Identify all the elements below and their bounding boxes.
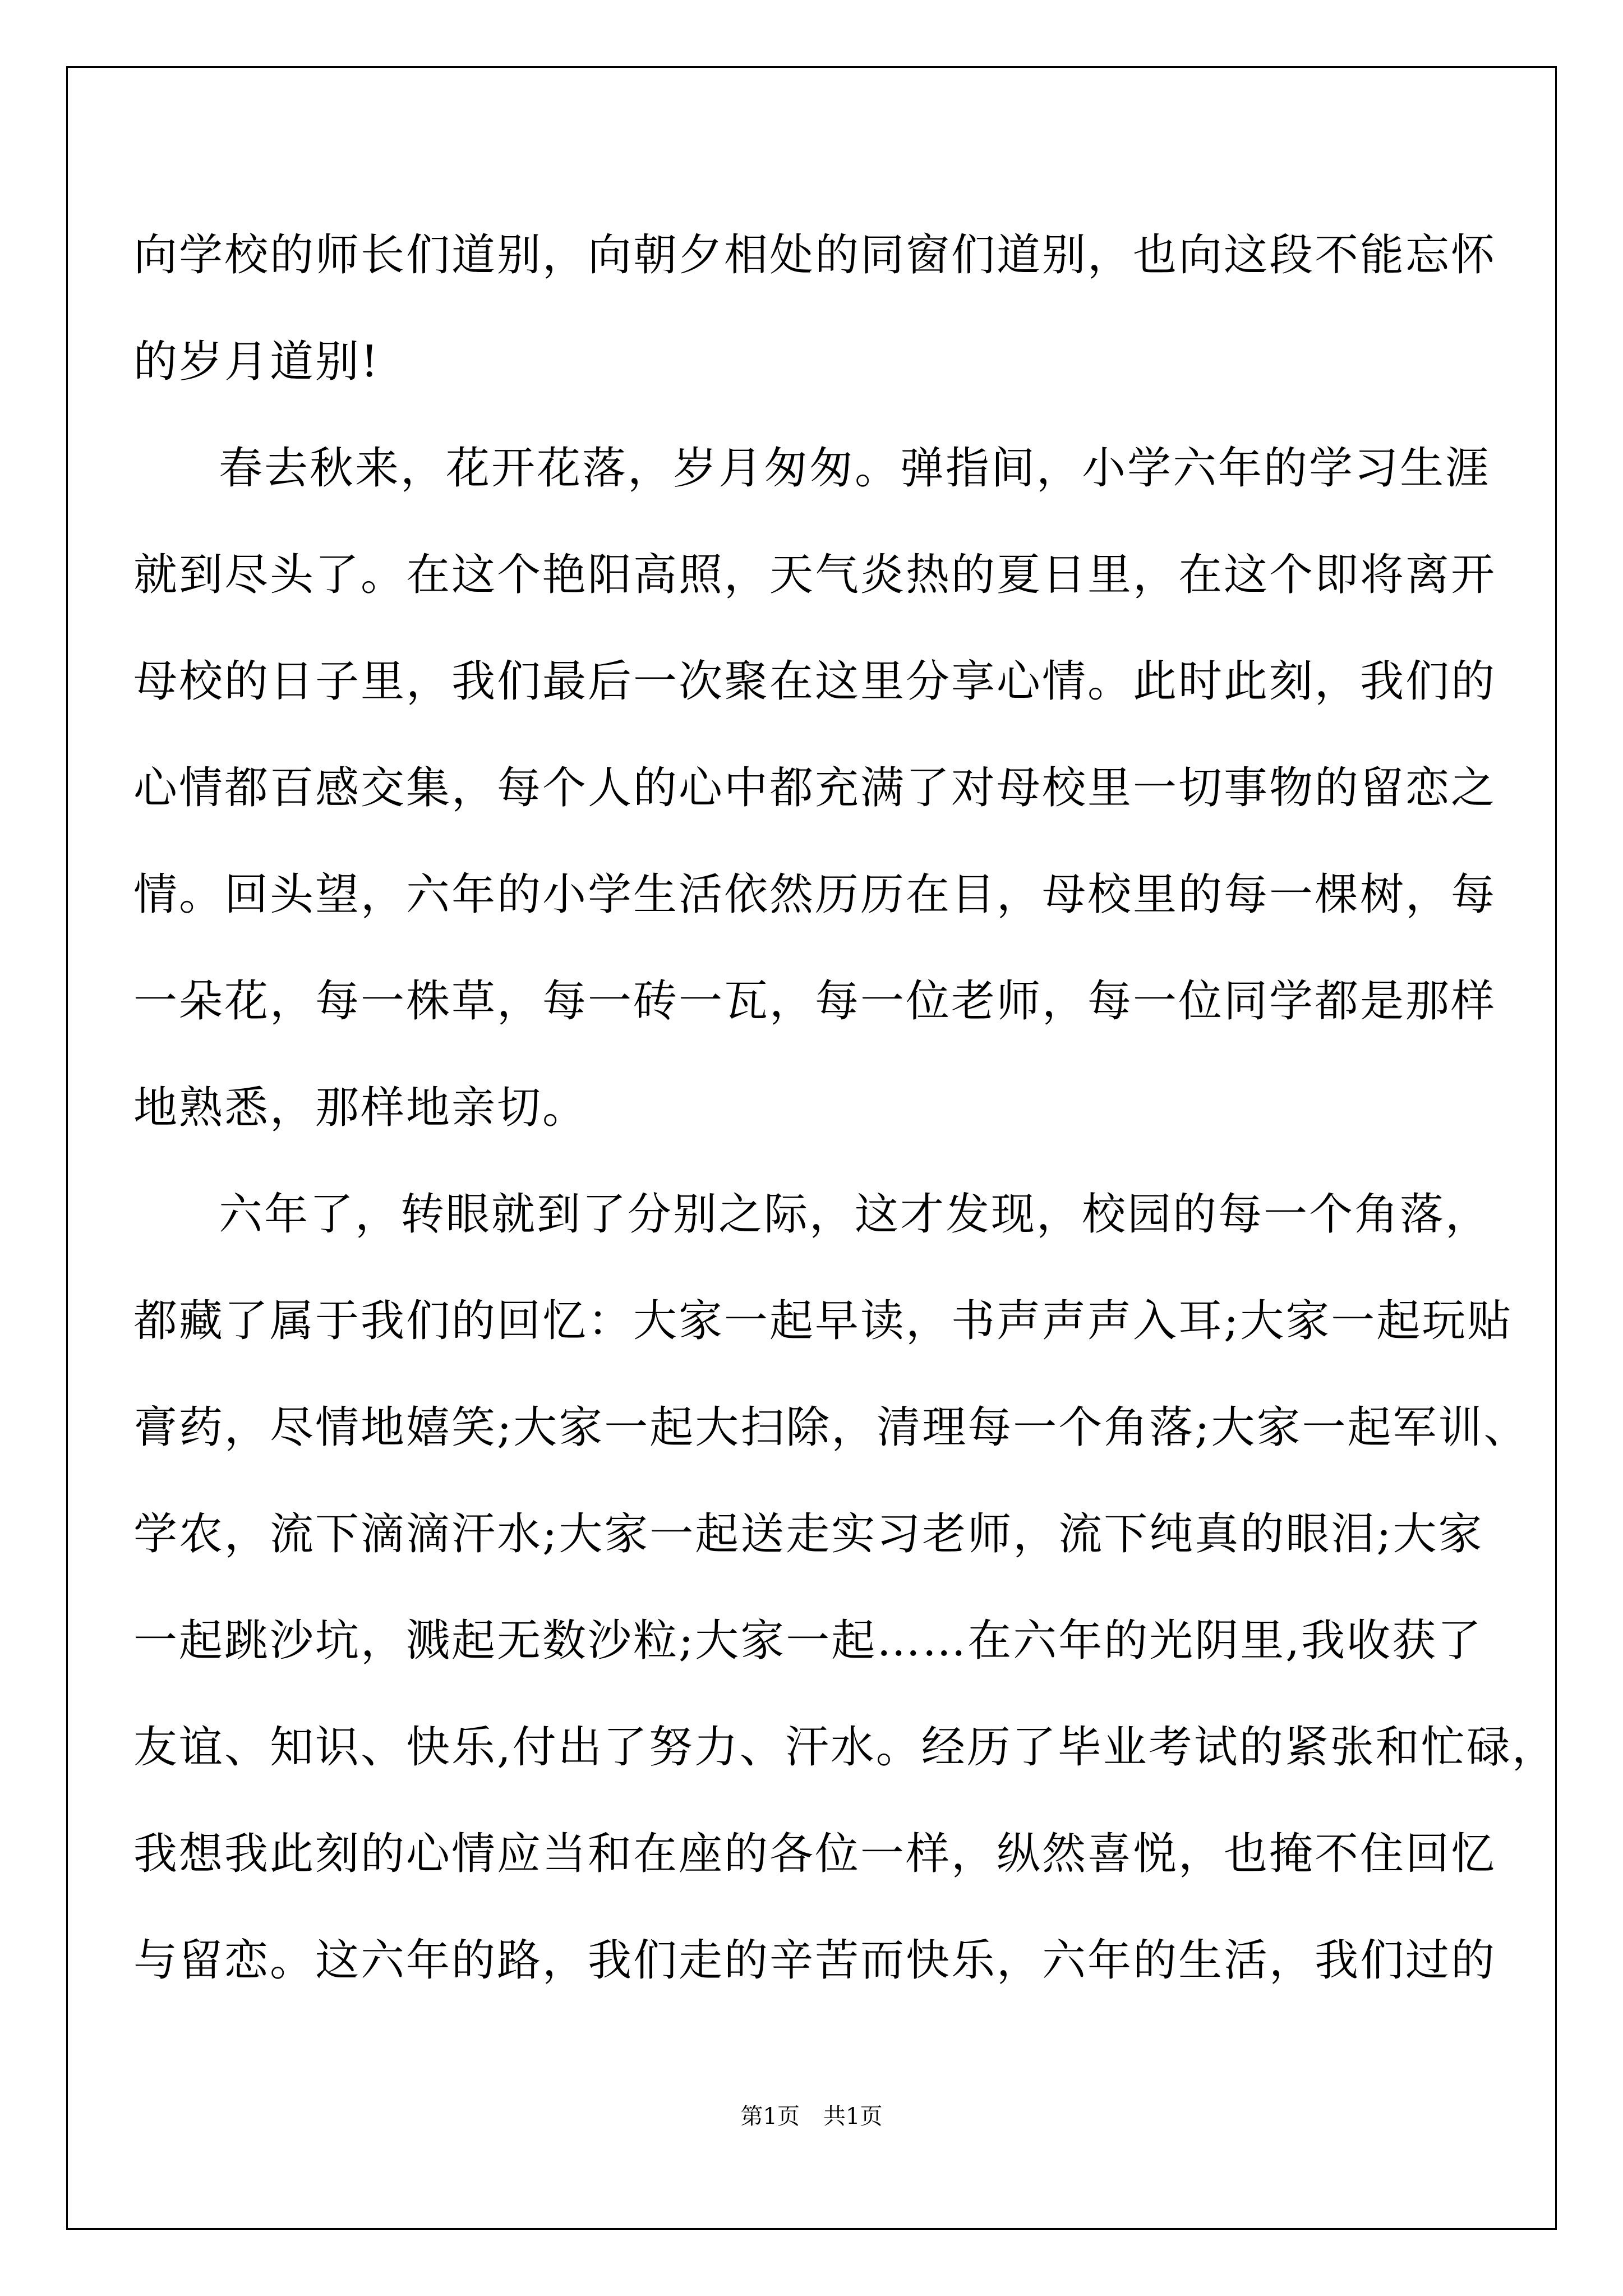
text-line: 友谊、知识、快乐,付出了努力、汗水。经历了毕业考试的紧张和忙碌， xyxy=(133,1722,1557,1773)
text-line: 母校的日子里，我们最后一次聚在这里分享心情。此时此刻，我们的 xyxy=(133,656,1497,707)
paragraph-first-line: 春去秋来，花开花落，岁月匆匆。弹指间，小学六年的学习生涯 xyxy=(219,443,1491,494)
text-line: 心情都百感交集，每个人的心中都充满了对母校里一切事物的留恋之 xyxy=(133,763,1497,813)
text-line: 与留恋。这六年的路，我们走的辛苦而快乐，六年的生活，我们过的 xyxy=(133,1935,1497,1986)
text-line: 向学校的师长们道别，向朝夕相处的同窗们道别，也向这段不能忘怀 xyxy=(133,230,1497,280)
page-total: 共1页 xyxy=(823,2104,883,2129)
paragraph-first-line: 六年了，转眼就到了分别之际，这才发现，校园的每一个角落， xyxy=(219,1189,1491,1240)
text-line: 学农，流下滴滴汗水;大家一起送走实习老师，流下纯真的眼泪;大家 xyxy=(133,1509,1484,1559)
page-footer xyxy=(0,2102,1623,2131)
text-line: 一朵花，每一株草，每一砖一瓦，每一位老师，每一位同学都是那样 xyxy=(133,976,1497,1027)
text-line: 就到尽头了。在这个艳阳高照，天气炎热的夏日里，在这个即将离开 xyxy=(133,550,1497,600)
text-line: 情。回头望，六年的小学生活依然历历在目，母校里的每一棵树，每 xyxy=(133,869,1497,920)
text-line: 我想我此刻的心情应当和在座的各位一样，纵然喜悦，也掩不住回忆 xyxy=(133,1829,1497,1879)
page-border xyxy=(66,66,1557,2230)
text-line: 膏药，尽情地嬉笑;大家一起大扫除，清理每一个角落;大家一起军训、 xyxy=(133,1402,1529,1453)
text-line: 的岁月道别! xyxy=(133,337,380,387)
page-number: 第1页 xyxy=(740,2104,800,2129)
text-line: 地熟悉，那样地亲切。 xyxy=(133,1083,588,1133)
text-line: 一起跳沙坑，溅起无数沙粒;大家一起……在六年的光阴里,我收获了 xyxy=(133,1616,1483,1666)
text-line: 都藏了属于我们的回忆：大家一起早读，书声声声入耳;大家一起玩贴 xyxy=(133,1296,1513,1346)
